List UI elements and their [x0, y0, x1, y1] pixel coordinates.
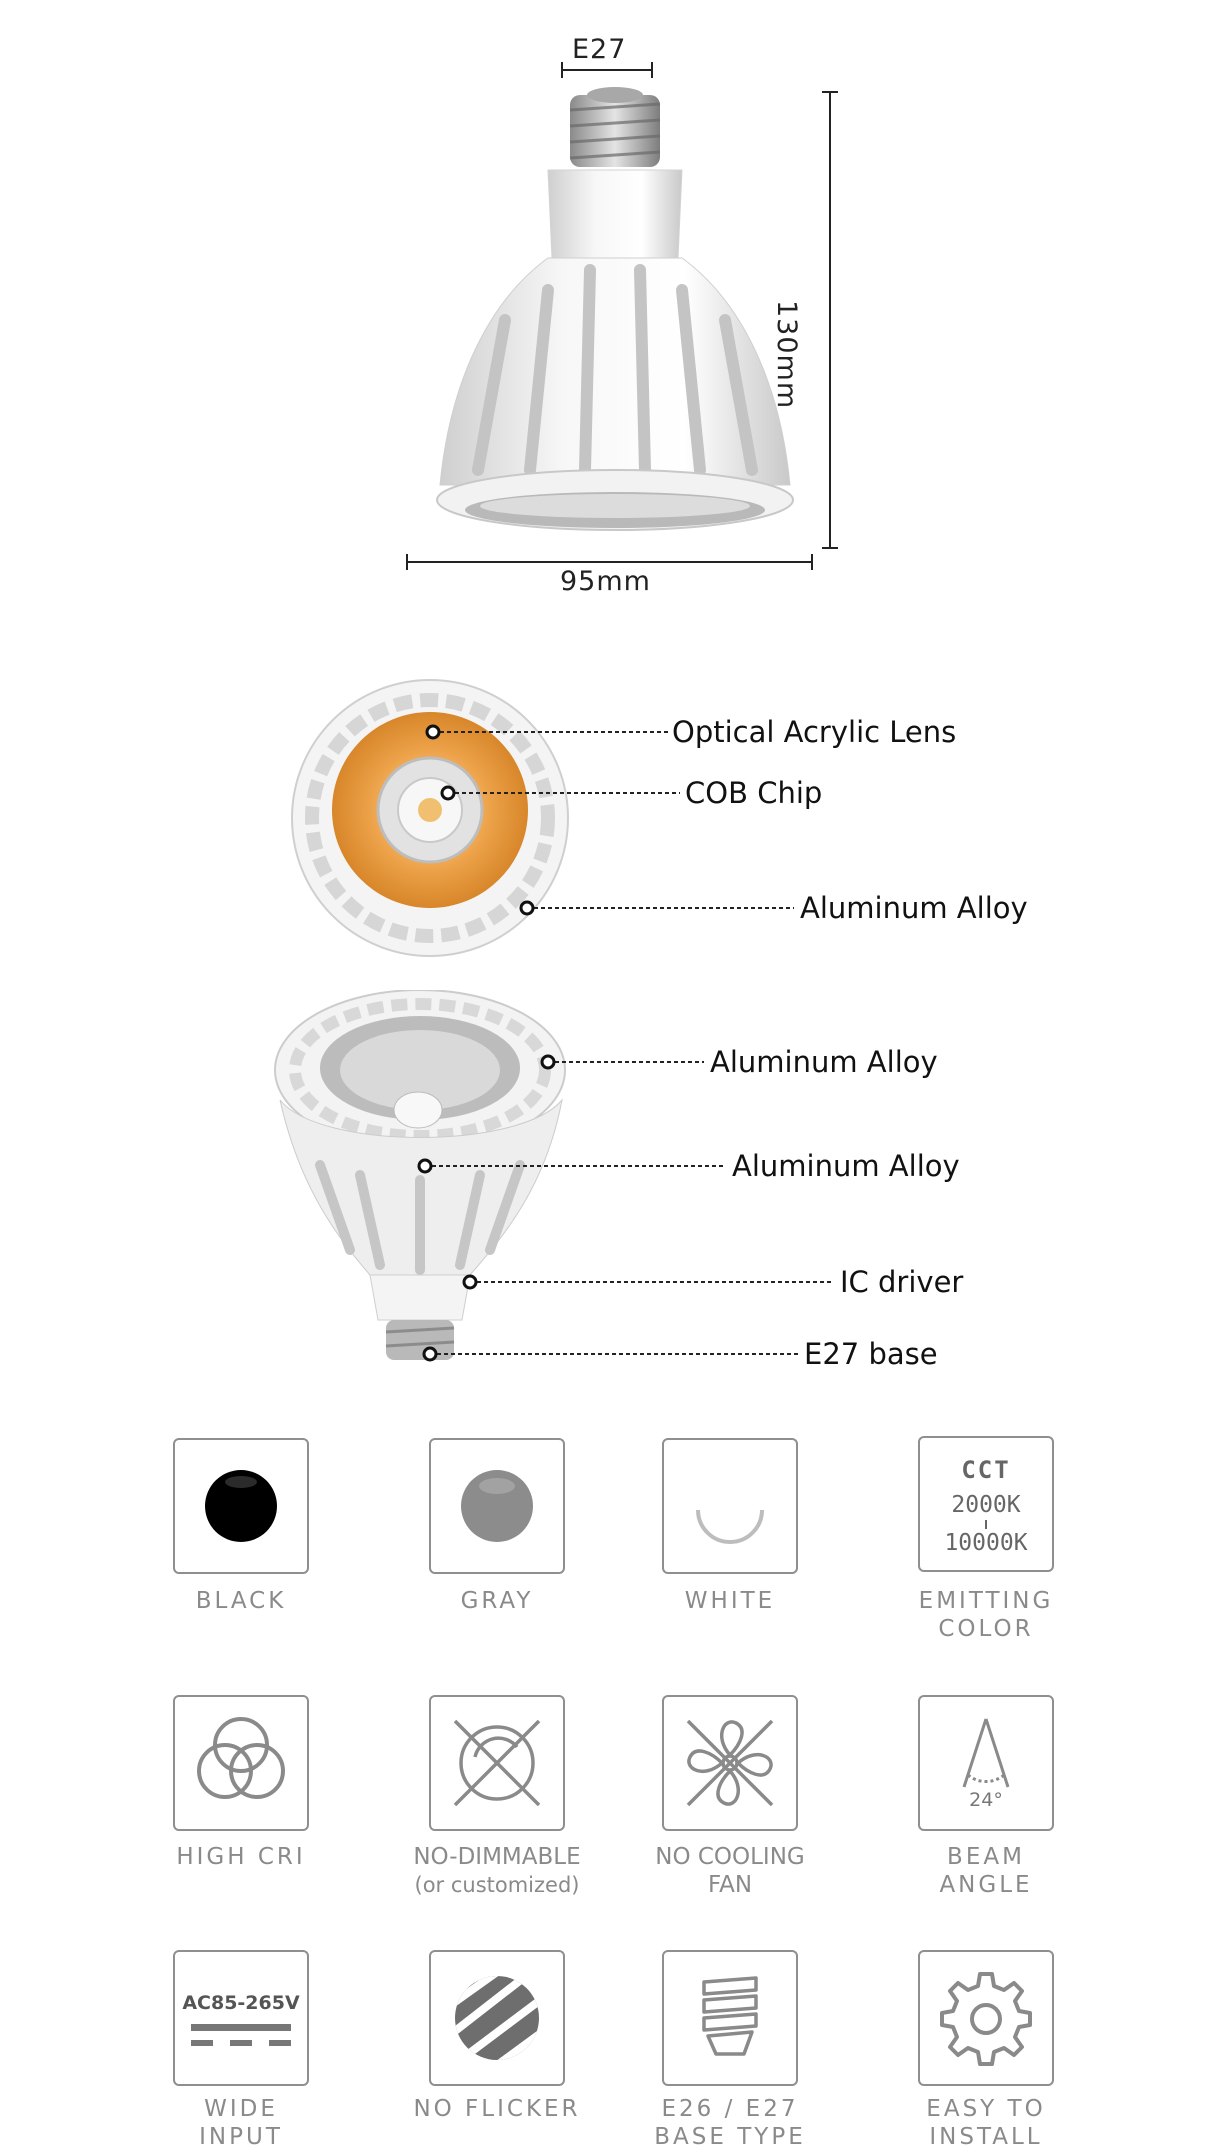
bulb-side-drawing [0, 0, 1220, 620]
no-flicker-icon [431, 1952, 563, 2084]
feature-no-flicker [429, 1950, 565, 2086]
front-view-section [0, 660, 1220, 960]
width-label: 95mm [560, 566, 651, 597]
cct-high: 10000K [944, 1530, 1028, 1556]
wide-input-range: AC85-265V [182, 1992, 300, 2014]
callout-aluminum-alloy-body: Aluminum Alloy [732, 1149, 960, 1183]
callout-e27-base: E27 base [804, 1337, 938, 1371]
side-view-section [0, 990, 1220, 1370]
feature-gray [429, 1438, 565, 1574]
feature-base-type [662, 1950, 798, 2086]
height-label: 130mm [771, 300, 802, 410]
dimension-section [0, 0, 1220, 620]
callout-ic-driver: IC driver [840, 1265, 964, 1299]
beam-angle-value: 24° [969, 1789, 1003, 1811]
feature-no-flicker-label: NO FLICKER [413, 2096, 581, 2122]
feature-black [173, 1438, 309, 1574]
cct-divider [985, 1520, 987, 1529]
feature-wide-input-label: WIDE INPUT [199, 2096, 283, 2150]
feature-beam-angle-label: BEAM ANGLE [939, 1844, 1033, 1898]
feature-no-fan [662, 1695, 798, 1831]
feature-cct-label: EMITTING COLOR [918, 1588, 1054, 1642]
callout-aluminum-alloy-front: Aluminum Alloy [800, 891, 1028, 925]
cct-low: 2000K [951, 1492, 1021, 1518]
high-cri-icon [175, 1697, 307, 1829]
feature-easy-install-label: EASY TO INSTALL [926, 2096, 1046, 2150]
feature-high-cri [173, 1695, 309, 1831]
callout-aluminum-alloy-rim: Aluminum Alloy [710, 1045, 938, 1079]
feature-white [662, 1438, 798, 1574]
no-fan-icon [664, 1697, 796, 1829]
feature-beam-angle [918, 1695, 1054, 1831]
callout-cob-chip: COB Chip [685, 776, 823, 810]
cct-title: CCT [961, 1456, 1011, 1484]
bulb-front-drawing [0, 660, 1220, 960]
feature-cct [918, 1436, 1054, 1572]
feature-wide-input [173, 1950, 309, 2086]
feature-gray-label: GRAY [460, 1588, 534, 1614]
feature-no-dimmable [429, 1695, 565, 1831]
callout-optical-lens: Optical Acrylic Lens [672, 715, 957, 749]
feature-high-cri-label: HIGH CRI [176, 1844, 306, 1870]
bulb-angle-drawing [0, 990, 1220, 1370]
base-type-icon [664, 1952, 796, 2084]
base-size-label: E27 [572, 34, 627, 65]
white-color-icon [698, 1510, 762, 1542]
feature-black-label: BLACK [195, 1588, 287, 1614]
feature-no-dimmable-label: NO-DIMMABLE (or customized) [413, 1844, 581, 1897]
gear-icon [920, 1952, 1052, 2084]
wide-input-icon [175, 1952, 307, 2084]
feature-no-fan-label: NO COOLING FAN [655, 1844, 805, 1898]
feature-easy-install [918, 1950, 1054, 2086]
feature-base-type-label: E26 / E27 BASE TYPE [654, 2096, 806, 2150]
no-dimmable-icon [431, 1697, 563, 1829]
feature-white-label: WHITE [684, 1588, 776, 1614]
